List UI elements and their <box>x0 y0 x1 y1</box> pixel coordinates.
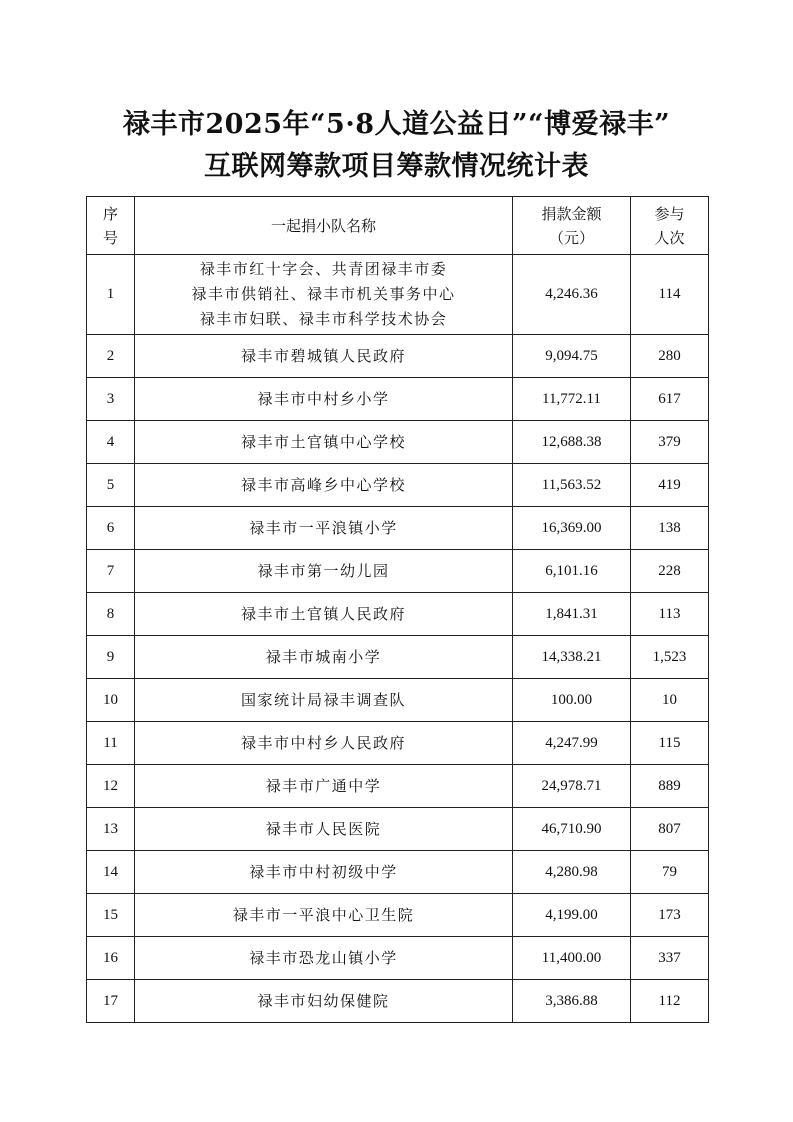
team-name-line: 禄丰市土官镇人民政府 <box>240 604 406 623</box>
table-row <box>87 421 709 464</box>
row-amount-cell: 9,094.75 <box>513 335 631 378</box>
table-row <box>87 507 709 550</box>
table-row <box>87 722 709 765</box>
row-team-cell <box>135 593 513 636</box>
row-team-cell <box>135 636 513 679</box>
header-amount <box>513 197 631 255</box>
header-count-line-1: 参与 <box>654 204 685 223</box>
row-count-cell: 114 <box>631 255 709 335</box>
row-team-cell <box>135 808 513 851</box>
row-team-cell <box>135 937 513 980</box>
table-row <box>87 464 709 507</box>
row-seq-cell: 13 <box>87 808 135 851</box>
row-amount-cell: 11,400.00 <box>513 937 631 980</box>
row-seq-cell: 16 <box>87 937 135 980</box>
header-team-name: 一起捐小队名称 <box>135 197 513 255</box>
team-name-line: 禄丰市妇幼保健院 <box>257 991 390 1010</box>
row-count-cell: 379 <box>631 421 709 464</box>
row-seq-cell: 8 <box>87 593 135 636</box>
row-count-cell: 807 <box>631 808 709 851</box>
row-count-cell: 79 <box>631 851 709 894</box>
row-count-cell: 228 <box>631 550 709 593</box>
row-seq-cell: 11 <box>87 722 135 765</box>
table-row <box>87 894 709 937</box>
table-row <box>87 636 709 679</box>
table-row <box>87 851 709 894</box>
row-team-cell <box>135 550 513 593</box>
team-name-line: 禄丰市碧城镇人民政府 <box>240 346 406 365</box>
document-title-line-2: 互联网筹款项目筹款情况统计表 <box>204 151 589 182</box>
row-seq-cell: 4 <box>87 421 135 464</box>
row-count-cell: 1,523 <box>631 636 709 679</box>
row-amount-cell: 6,101.16 <box>513 550 631 593</box>
team-name-line: 禄丰市中村乡小学 <box>257 389 390 408</box>
table-row <box>87 980 709 1023</box>
row-amount-cell: 100.00 <box>513 679 631 722</box>
team-name-line: 禄丰市高峰乡中心学校 <box>240 475 406 494</box>
team-name-line: 禄丰市中村初级中学 <box>249 862 398 881</box>
row-amount-cell: 12,688.38 <box>513 421 631 464</box>
row-count-cell: 115 <box>631 722 709 765</box>
team-name-line: 禄丰市土官镇中心学校 <box>240 432 406 451</box>
row-amount-cell: 24,978.71 <box>513 765 631 808</box>
row-seq-cell: 7 <box>87 550 135 593</box>
row-count-cell: 337 <box>631 937 709 980</box>
row-amount-cell: 4,199.00 <box>513 894 631 937</box>
row-team-cell <box>135 851 513 894</box>
header-count <box>631 197 709 255</box>
row-team-cell <box>135 335 513 378</box>
table-header-row <box>87 197 709 255</box>
table-row <box>87 378 709 421</box>
row-team-cell <box>135 507 513 550</box>
team-name-line: 禄丰市第一幼儿园 <box>257 561 390 580</box>
row-amount-cell: 11,772.11 <box>513 378 631 421</box>
table-row <box>87 937 709 980</box>
row-seq-cell: 17 <box>87 980 135 1023</box>
header-amount-line-2: （元） <box>548 228 594 247</box>
table-body <box>87 255 709 1023</box>
row-seq-cell: 15 <box>87 894 135 937</box>
row-seq-cell: 5 <box>87 464 135 507</box>
table-row <box>87 593 709 636</box>
row-amount-cell: 4,246.36 <box>513 255 631 335</box>
row-team-cell <box>135 722 513 765</box>
row-seq-cell: 1 <box>87 255 135 335</box>
row-team-cell <box>135 378 513 421</box>
row-team-cell <box>135 679 513 722</box>
header-seq-line-2: 号 <box>102 228 118 247</box>
row-amount-cell: 4,280.98 <box>513 851 631 894</box>
row-amount-cell: 3,386.88 <box>513 980 631 1023</box>
row-seq-cell: 10 <box>87 679 135 722</box>
team-name-line: 禄丰市红十字会、共青团禄丰市委 <box>199 260 448 278</box>
table-row <box>87 550 709 593</box>
header-count-line-2: 人次 <box>654 228 685 247</box>
team-name-line: 禄丰市一平浪镇小学 <box>249 518 398 537</box>
row-count-cell: 138 <box>631 507 709 550</box>
row-count-cell: 617 <box>631 378 709 421</box>
table-row <box>87 808 709 851</box>
row-team-cell <box>135 765 513 808</box>
row-seq-cell: 12 <box>87 765 135 808</box>
row-amount-cell: 46,710.90 <box>513 808 631 851</box>
row-team-cell <box>135 464 513 507</box>
row-seq-cell: 2 <box>87 335 135 378</box>
team-name-line: 禄丰市一平浪中心卫生院 <box>232 905 415 924</box>
row-count-cell: 419 <box>631 464 709 507</box>
row-team-cell <box>135 894 513 937</box>
table-row <box>87 335 709 378</box>
row-count-cell: 113 <box>631 593 709 636</box>
row-count-cell: 889 <box>631 765 709 808</box>
row-amount-cell: 4,247.99 <box>513 722 631 765</box>
row-amount-cell: 1,841.31 <box>513 593 631 636</box>
row-count-cell: 280 <box>631 335 709 378</box>
header-seq-line-1: 序 <box>102 204 118 223</box>
row-seq-cell: 9 <box>87 636 135 679</box>
row-count-cell: 10 <box>631 679 709 722</box>
team-name-line: 禄丰市人民医院 <box>265 819 382 838</box>
team-name-line: 禄丰市城南小学 <box>265 647 382 666</box>
header-seq <box>87 197 135 255</box>
table-row <box>87 679 709 722</box>
team-name-line: 国家统计局禄丰调查队 <box>240 690 406 709</box>
header-amount-line-1: 捐款金额 <box>541 204 602 223</box>
team-name-line: 禄丰市供销社、禄丰市机关事务中心 <box>191 285 456 303</box>
row-team-cell <box>135 255 513 335</box>
document-title-line-1: 禄丰市2025年“5·8人道公益日”“博爱禄丰” <box>122 109 671 140</box>
team-name-line: 禄丰市恐龙山镇小学 <box>249 948 398 967</box>
row-amount-cell: 11,563.52 <box>513 464 631 507</box>
row-seq-cell: 3 <box>87 378 135 421</box>
row-team-cell <box>135 980 513 1023</box>
team-name-line: 禄丰市中村乡人民政府 <box>240 733 406 752</box>
row-count-cell: 112 <box>631 980 709 1023</box>
fundraising-statistics-table <box>86 196 709 1023</box>
team-name-line: 禄丰市广通中学 <box>265 776 382 795</box>
row-amount-cell: 14,338.21 <box>513 636 631 679</box>
row-seq-cell: 14 <box>87 851 135 894</box>
row-amount-cell: 16,369.00 <box>513 507 631 550</box>
table-row <box>87 255 709 335</box>
row-team-cell <box>135 421 513 464</box>
row-seq-cell: 6 <box>87 507 135 550</box>
row-count-cell: 173 <box>631 894 709 937</box>
table-row <box>87 765 709 808</box>
team-name-line: 禄丰市妇联、禄丰市科学技术协会 <box>199 310 448 328</box>
